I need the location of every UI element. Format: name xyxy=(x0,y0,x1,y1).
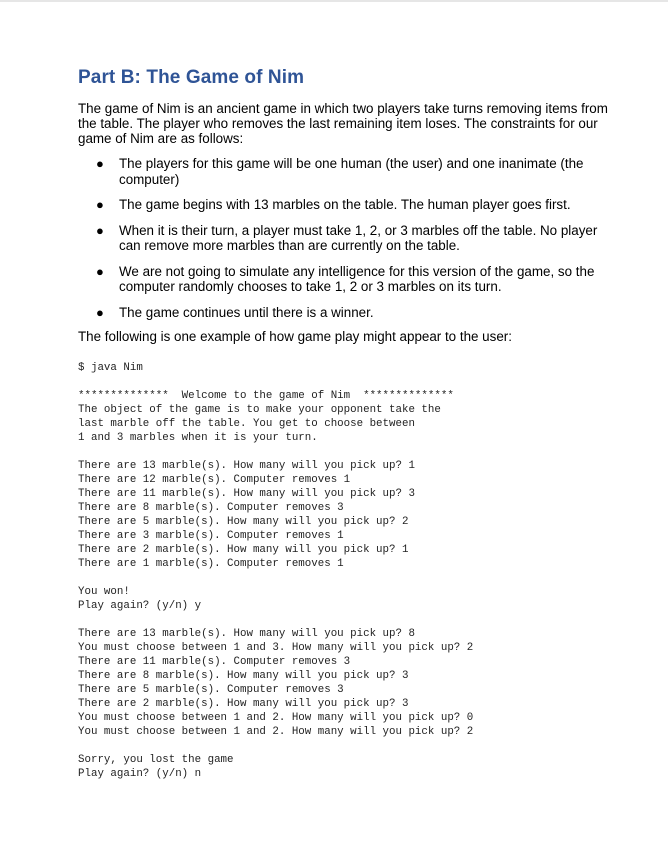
rule-item: ● We are not going to simulate any intelligence for this version of the game, so the computer randomly chooses to take 1, 2 or 3 marbles on its turn. xyxy=(96,263,595,294)
console-line: There are 11 marble(s). Computer removes 3 xyxy=(78,656,351,668)
console-line: $ java Nim xyxy=(78,362,143,374)
intro-paragraph: The game of Nim is an ancient game in which two players take turns removing items from the table. The player who removes the last remaining item loses. The constraints for our game of Nim are as follows: xyxy=(78,101,608,146)
console-line: There are 2 marble(s). How many will you pick up? 3 xyxy=(78,698,409,710)
console-line: 1 and 3 marbles when it is your turn. xyxy=(78,432,318,444)
console-line: There are 3 marble(s). Computer removes 1 xyxy=(78,530,344,542)
rule-item: ● The game begins with 13 marbles on the table. The human player goes first. xyxy=(96,197,571,212)
console-line: You won! xyxy=(78,586,130,598)
console-line: There are 5 marble(s). How many will you pick up? 2 xyxy=(78,516,409,528)
page-top-border xyxy=(0,0,668,2)
bullet-icon: ● xyxy=(96,156,104,171)
console-output xyxy=(78,361,473,781)
rule-item: ● The game continues until there is a winner. xyxy=(96,304,374,320)
console-line: Play again? (y/n) y xyxy=(78,600,202,612)
bullet-icon: ● xyxy=(96,263,104,279)
console-line: There are 8 marble(s). Computer removes 3 xyxy=(78,502,344,514)
bullet-icon: ● xyxy=(96,304,104,320)
console-line: There are 8 marble(s). How many will you pick up? 3 xyxy=(78,670,409,682)
console-line: Sorry, you lost the game xyxy=(78,754,234,766)
console-line: You must choose between 1 and 3. How many will you pick up? 2 xyxy=(78,642,474,654)
console-line: There are 13 marble(s). How many will you pick up? 1 xyxy=(78,460,415,472)
console-line: ************** Welcome to the game of Nim ************** xyxy=(78,390,454,402)
console-line: There are 12 marble(s). Computer removes 1 xyxy=(78,474,351,486)
console-line: You must choose between 1 and 2. How many will you pick up? 2 xyxy=(78,726,474,738)
rule-item: ● The players for this game will be one human (the user) and one inanimate (the computer) xyxy=(96,156,584,187)
section-heading: Part B: The Game of Nim xyxy=(78,67,305,88)
console-line: Play again? (y/n) n xyxy=(78,768,202,780)
console-line: last marble off the table. You get to choose between xyxy=(78,418,415,430)
example-intro: The following is one example of how game play might appear to the user: xyxy=(78,329,512,344)
console-line: There are 11 marble(s). How many will you pick up? 3 xyxy=(78,488,415,500)
console-line: The object of the game is to make your opponent take the xyxy=(78,404,441,416)
console-line: You must choose between 1 and 2. How many will you pick up? 0 xyxy=(78,712,474,724)
console-line: There are 2 marble(s). How many will you pick up? 1 xyxy=(78,544,409,556)
console-line: There are 5 marble(s). Computer removes 3 xyxy=(78,684,344,696)
console-line: There are 13 marble(s). How many will you pick up? 8 xyxy=(78,628,415,640)
console-line: There are 1 marble(s). Computer removes 1 xyxy=(78,558,344,570)
rule-item: ● When it is their turn, a player must take 1, 2, or 3 marbles off the table. No player can remove more marbles than are currently on the table. xyxy=(96,222,598,253)
bullet-icon: ● xyxy=(96,222,104,238)
bullet-icon: ● xyxy=(96,197,104,212)
rules-list xyxy=(78,156,618,330)
